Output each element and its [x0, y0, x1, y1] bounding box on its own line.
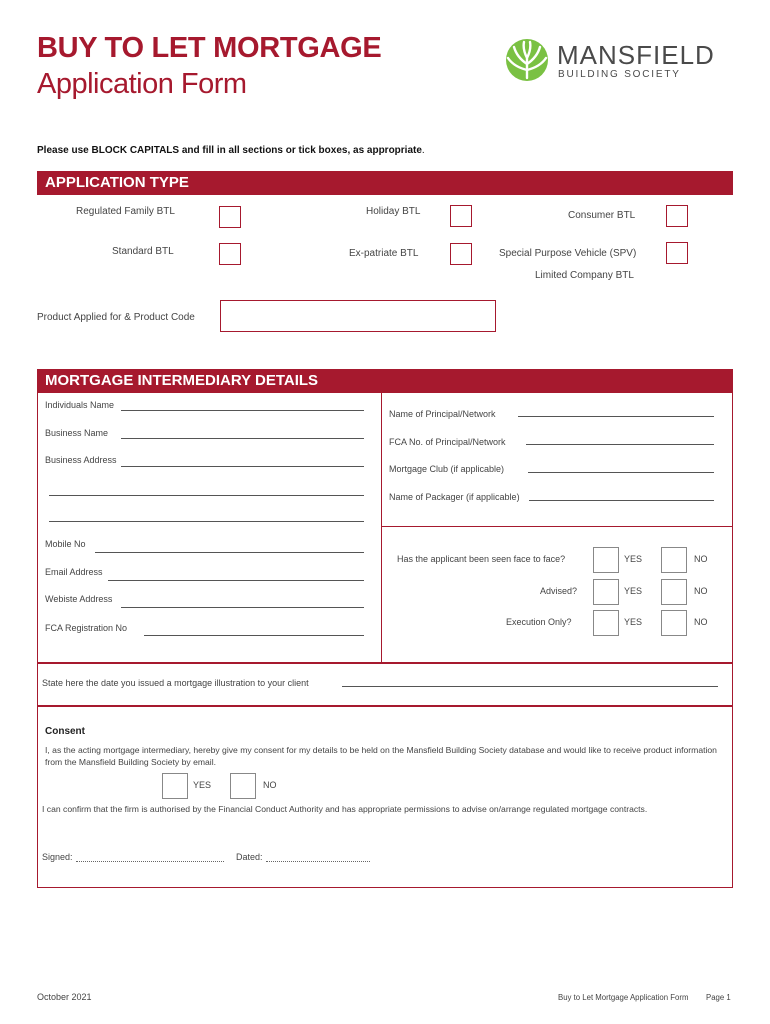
mobile-no-label: Mobile No: [45, 539, 86, 549]
advised-yes-label: YES: [624, 586, 643, 596]
footer-date: October 2021: [37, 992, 92, 1002]
fca-registration-label: FCA Registration No: [45, 623, 128, 633]
business-name-field[interactable]: [121, 438, 364, 439]
advised-yes-checkbox[interactable]: [593, 579, 619, 605]
product-code-input[interactable]: [220, 300, 496, 332]
individuals-name-field[interactable]: [121, 410, 364, 411]
business-address-field-3[interactable]: [49, 521, 364, 522]
signature-field[interactable]: [76, 861, 224, 862]
illustration-date-field[interactable]: [342, 686, 718, 687]
principal-fca-field[interactable]: [526, 444, 714, 445]
consumer-btl-checkbox[interactable]: [666, 205, 688, 227]
intermediary-heading: MORTGAGE INTERMEDIARY DETAILS: [37, 369, 733, 393]
spv-label: Special Purpose Vehicle (SPV): [499, 248, 637, 259]
advised-no-checkbox[interactable]: [661, 579, 687, 605]
principal-name-label: Name of Principal/Network: [389, 409, 496, 419]
expatriate-btl-label: Ex-patriate BTL: [349, 248, 419, 259]
execution-only-label: Execution Only?: [506, 617, 572, 627]
consent-no-checkbox[interactable]: [230, 773, 256, 799]
mansfield-tree-logo-icon: [504, 38, 550, 82]
email-address-label: Email Address: [45, 567, 103, 577]
dated-label: Dated:: [236, 852, 263, 862]
holiday-btl-checkbox[interactable]: [450, 205, 472, 227]
fca-registration-field[interactable]: [144, 635, 364, 636]
spv-checkbox[interactable]: [666, 242, 688, 264]
fca-confirmation-text: I can confirm that the firm is authorised by the Financial Conduct Authority and has appropriate permissions to advise on/arrange regulated mortgage contracts.: [42, 804, 648, 814]
business-name-label: Business Name: [45, 428, 109, 438]
consent-yes-checkbox[interactable]: [162, 773, 188, 799]
product-code-label: Product Applied for & Product Code: [37, 312, 195, 323]
mortgage-club-label: Mortgage Club (if applicable): [389, 464, 505, 474]
business-address-field-1[interactable]: [121, 466, 364, 467]
logo-subtitle: BUILDING SOCIETY: [558, 69, 681, 80]
footer-page-number: Page 1: [706, 993, 731, 1002]
consent-text: I, as the acting mortgage intermediary, hereby give my consent for my details to be held on the Mansfield Building Society database and would like to receive product information from the Mansfield Building Society by email.: [45, 745, 717, 767]
advised-label: Advised?: [540, 586, 578, 596]
form-title: BUY TO LET MORTGAGE: [37, 32, 382, 64]
email-address-field[interactable]: [108, 580, 364, 581]
face-to-face-label: Has the applicant been seen face to face?: [397, 554, 566, 564]
packager-field[interactable]: [529, 500, 714, 501]
holiday-btl-label: Holiday BTL: [366, 206, 421, 217]
spv-note: Limited Company BTL: [535, 270, 634, 281]
face-to-face-no-checkbox[interactable]: [661, 547, 687, 573]
face-to-face-no-label: NO: [694, 554, 708, 564]
execution-only-no-checkbox[interactable]: [661, 610, 687, 636]
standard-btl-label: Standard BTL: [112, 246, 174, 257]
execution-only-yes-checkbox[interactable]: [593, 610, 619, 636]
consumer-btl-label: Consumer BTL: [568, 210, 636, 221]
face-to-face-yes-checkbox[interactable]: [593, 547, 619, 573]
questions-divider: [381, 526, 733, 527]
expatriate-btl-checkbox[interactable]: [450, 243, 472, 265]
consent-no-label: NO: [263, 780, 277, 790]
execution-only-yes-label: YES: [624, 617, 643, 627]
principal-name-field[interactable]: [518, 416, 714, 417]
instructions: Please use BLOCK CAPITALS and fill in all sections or tick boxes, as appropriate.: [37, 145, 425, 156]
standard-btl-checkbox[interactable]: [219, 243, 241, 265]
footer-doc-title: Buy to Let Mortgage Application Form: [558, 993, 689, 1002]
website-address-label: Webiste Address: [45, 594, 113, 604]
website-address-field[interactable]: [121, 607, 364, 608]
logo-name: MANSFIELD: [557, 40, 715, 70]
consent-yes-label: YES: [193, 780, 212, 790]
intermediary-divider: [381, 390, 382, 664]
face-to-face-yes-label: YES: [624, 554, 643, 564]
business-address-field-2[interactable]: [49, 495, 364, 496]
principal-fca-label: FCA No. of Principal/Network: [389, 437, 506, 447]
regulated-family-btl-checkbox[interactable]: [219, 206, 241, 228]
illustration-date-label: State here the date you issued a mortgage illustration to your client: [42, 678, 309, 688]
packager-label: Name of Packager (if applicable): [389, 492, 520, 502]
execution-only-no-label: NO: [694, 617, 708, 627]
individuals-name-label: Individuals Name: [45, 400, 115, 410]
form-subtitle: Application Form: [37, 68, 247, 100]
advised-no-label: NO: [694, 586, 708, 596]
mobile-no-field[interactable]: [95, 552, 364, 553]
business-address-label: Business Address: [45, 455, 117, 465]
date-field[interactable]: [266, 861, 370, 862]
application-type-heading: APPLICATION TYPE: [37, 171, 733, 195]
regulated-family-btl-label: Regulated Family BTL: [76, 206, 175, 217]
consent-heading: Consent: [45, 726, 85, 737]
signed-label: Signed:: [42, 852, 73, 862]
mortgage-club-field[interactable]: [528, 472, 714, 473]
